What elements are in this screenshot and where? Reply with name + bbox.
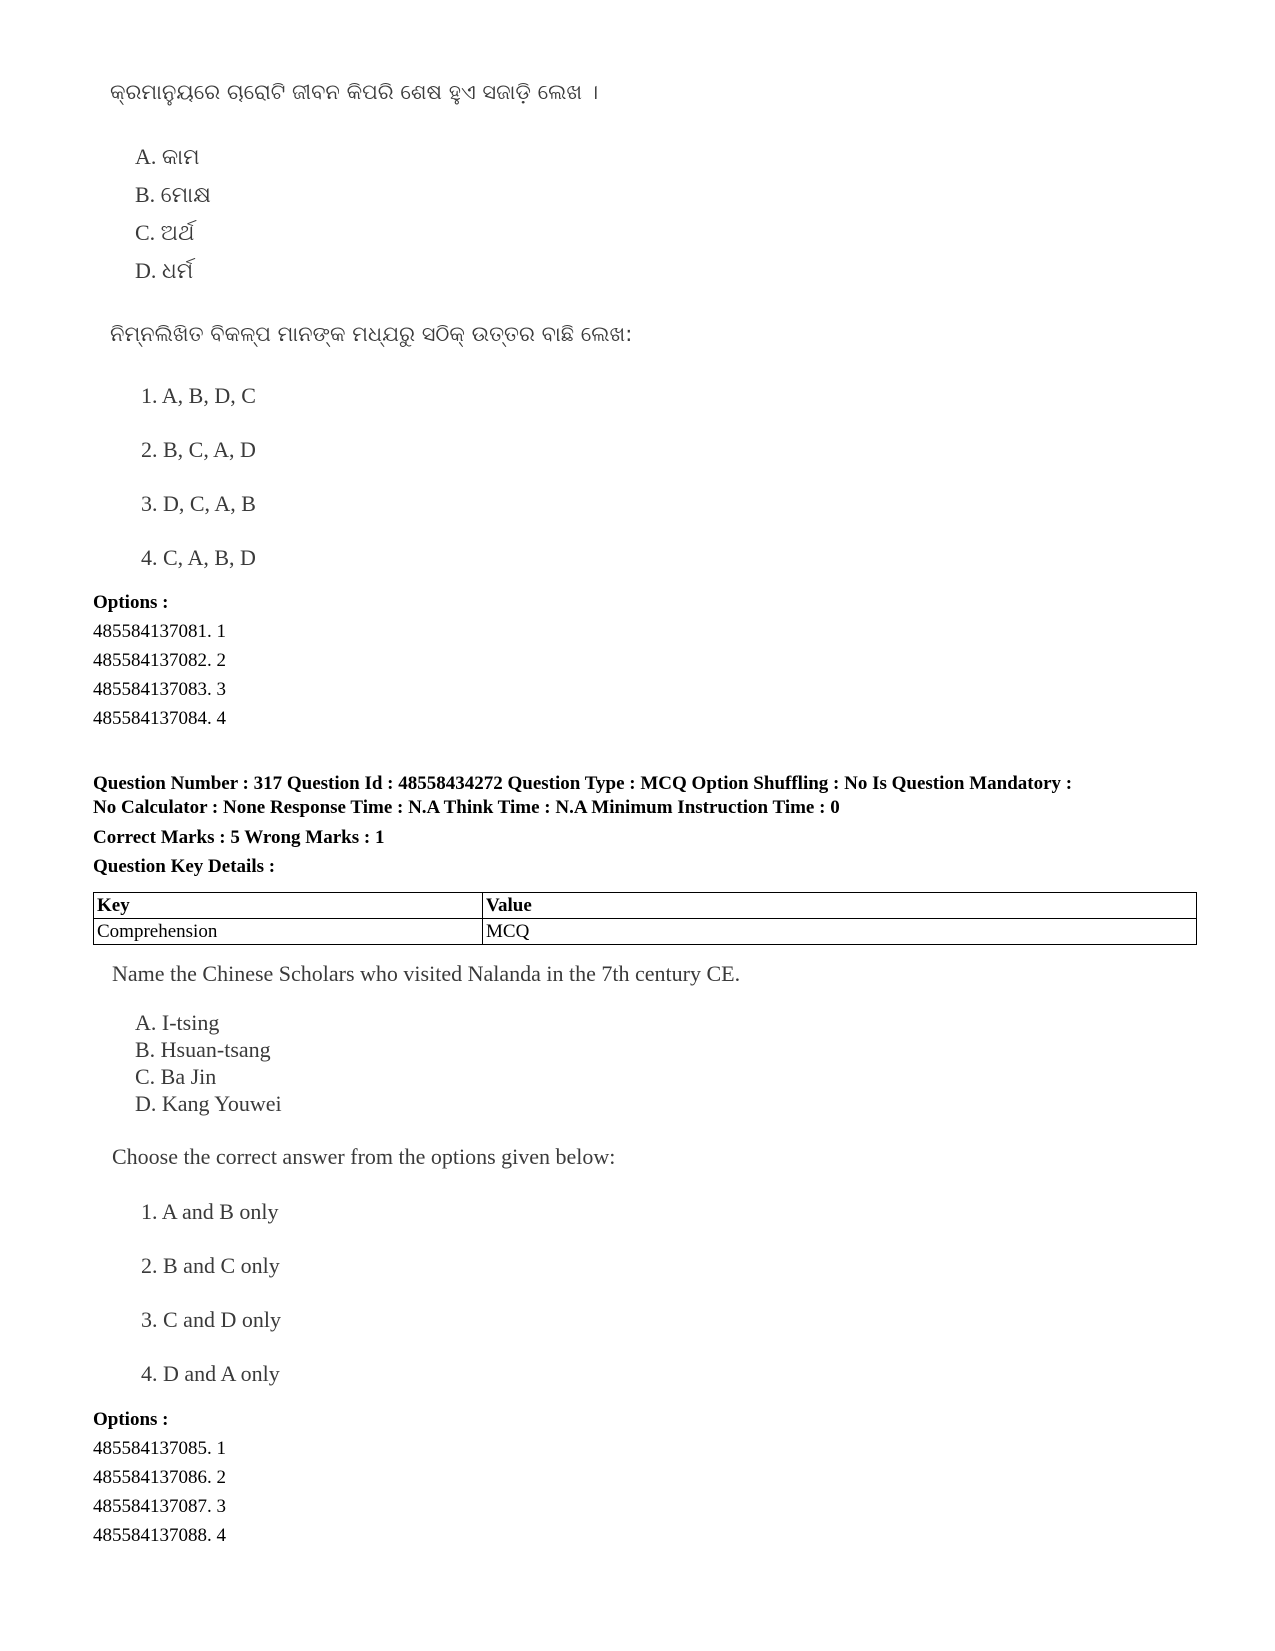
table-header-value: Value: [483, 893, 1197, 919]
q316-option-2: 485584137082. 2: [93, 650, 226, 671]
key-details-table: [93, 892, 1197, 945]
q317-instruction: Choose the correct answer from the options given below:: [112, 1144, 616, 1169]
table-cell-value: MCQ: [483, 919, 1197, 945]
q317-marks: Correct Marks : 5 Wrong Marks : 1: [93, 827, 385, 848]
q317-meta-line-2: No Calculator : None Response Time : N.A Think Time : N.A Minimum Instruction Time : 0: [93, 797, 840, 818]
q317-option-1: 485584137085. 1: [93, 1438, 226, 1459]
q317-option-4: 485584137088. 4: [93, 1525, 226, 1546]
q317-choice-3: 3. C and D only: [141, 1307, 281, 1332]
table-row: [94, 919, 1197, 945]
q317-options-heading: Options :: [93, 1409, 169, 1430]
q316-instruction: ନିମ୍ନଲିଖିତ ବିକଳ୍ପ ମାନଙ୍କ ମଧ୍ଯରୁ ସଠିକ୍ ଉତ୍ତର ବାଛି ଲେଖ:: [110, 322, 633, 346]
q316-options-heading: Options :: [93, 592, 169, 613]
q317-item-c: C. Ba Jin: [135, 1064, 217, 1089]
q317-choice-4: 4. D and A only: [141, 1361, 280, 1386]
q317-item-d: D. Kang Youwei: [135, 1091, 282, 1116]
q317-item-a: A. I-tsing: [135, 1010, 220, 1035]
table-header-key: Key: [94, 893, 483, 919]
q316-item-c: C. ଅର୍ଥ: [135, 220, 195, 245]
q316-item-d: D. ଧର୍ମ: [135, 258, 194, 283]
q316-option-4: 485584137084. 4: [93, 708, 226, 729]
q316-choice-3: 3. D, C, A, B: [141, 491, 256, 516]
q316-stem: କ୍ରମାନୁୟରେ ଚାରୋଟି ଜୀବନ କିପରି ଶେଷ ହୁଏ ସଜାଡ଼ି ଲେଖ ।: [110, 80, 599, 104]
q317-option-2: 485584137086. 2: [93, 1467, 226, 1488]
q316-item-a: A. କାମ: [135, 144, 200, 169]
q316-choice-2: 2. B, C, A, D: [141, 437, 256, 462]
q317-choice-1: 1. A and B only: [141, 1199, 279, 1224]
q317-key-details-heading: Question Key Details :: [93, 856, 276, 877]
q316-option-3: 485584137083. 3: [93, 679, 226, 700]
q317-stem: Name the Chinese Scholars who visited Nalanda in the 7th century CE.: [112, 961, 741, 986]
table-header-row: [94, 893, 1197, 919]
q317-choice-2: 2. B and C only: [141, 1253, 280, 1278]
q317-meta-line-1: Question Number : 317 Question Id : 48558434272 Question Type : MCQ Option Shuffling : No Is Question Mandatory :: [93, 773, 1073, 794]
q316-choice-1: 1. A, B, D, C: [141, 383, 256, 408]
q317-item-b: B. Hsuan-tsang: [135, 1037, 271, 1062]
q316-item-b: B. ମୋକ୍ଷ: [135, 182, 211, 207]
q317-option-3: 485584137087. 3: [93, 1496, 226, 1517]
q316-choice-4: 4. C, A, B, D: [141, 545, 256, 570]
table-cell-key: Comprehension: [94, 919, 483, 945]
q316-option-1: 485584137081. 1: [93, 621, 226, 642]
